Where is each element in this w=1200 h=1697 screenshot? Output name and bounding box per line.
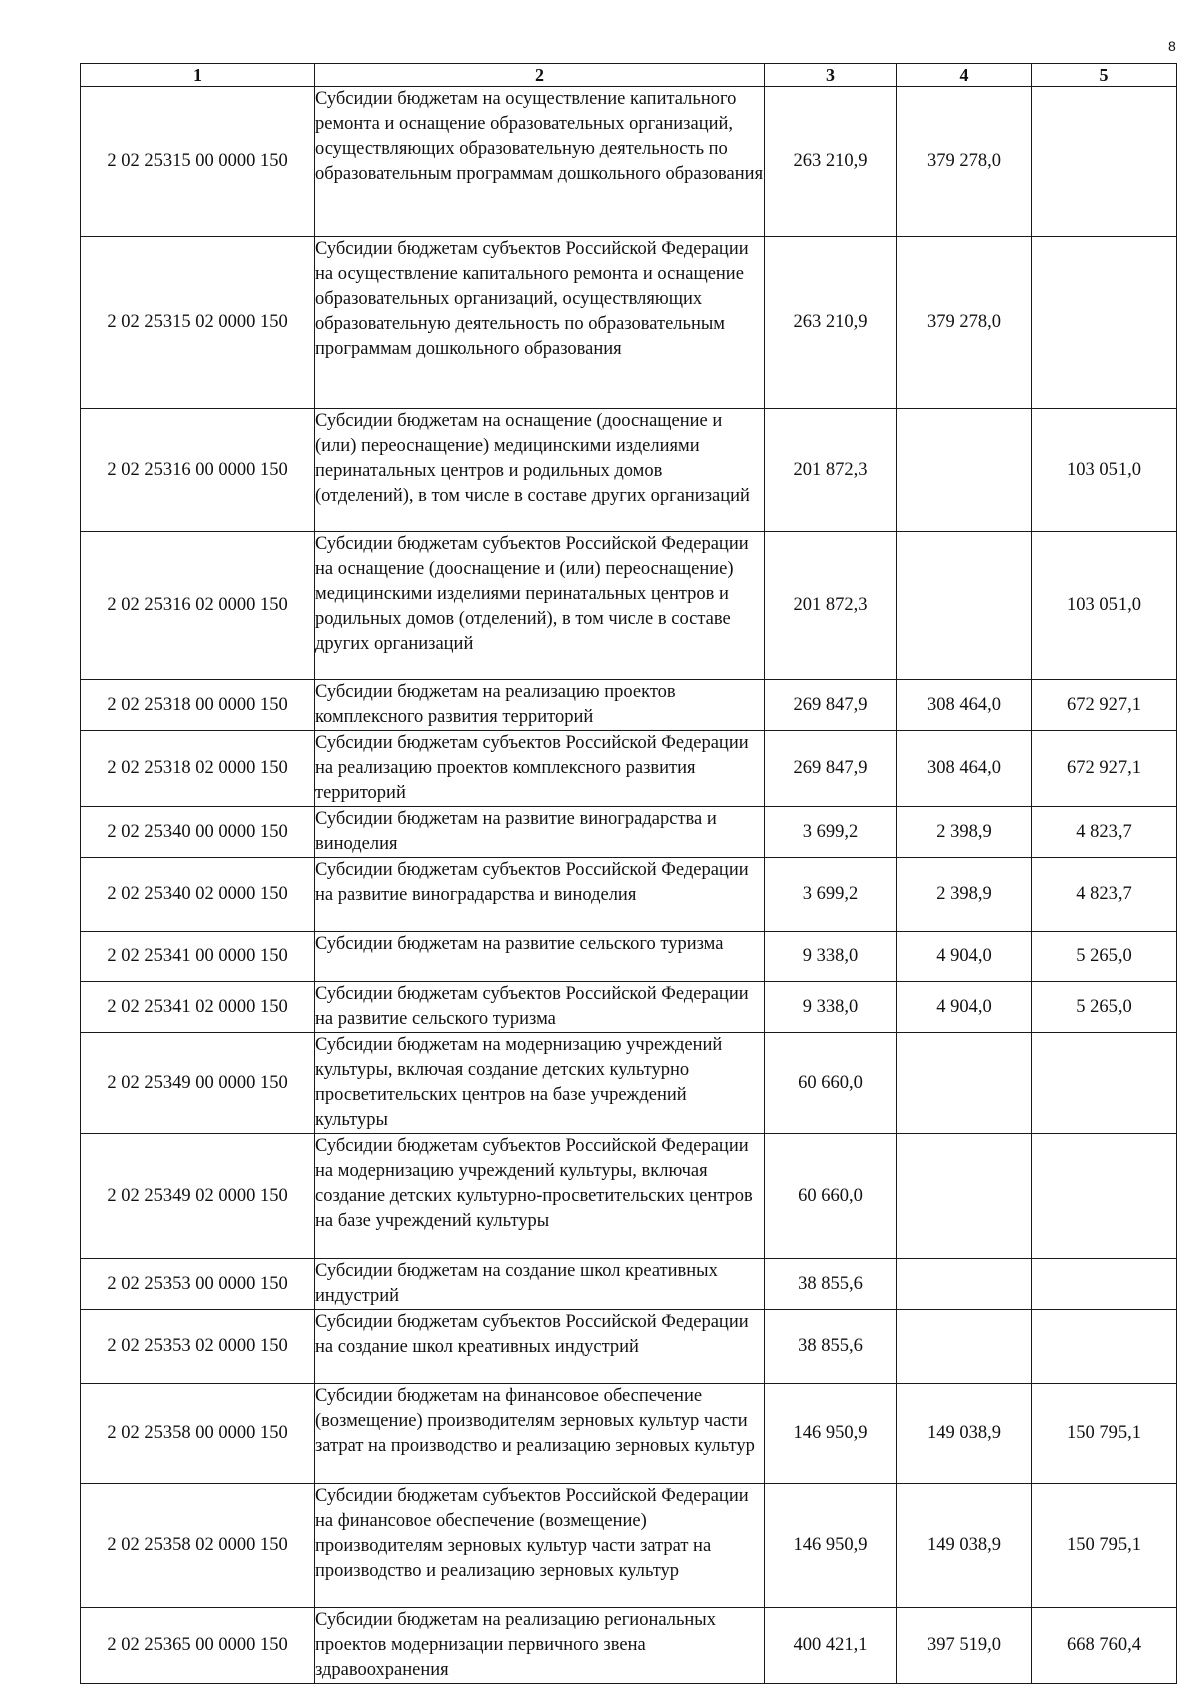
value-col3: 400 421,1 (765, 1608, 897, 1684)
value-col5: 5 265,0 (1032, 932, 1177, 982)
value-col4: 379 278,0 (897, 87, 1032, 237)
value-col4: 308 464,0 (897, 680, 1032, 731)
value-col5 (1032, 1310, 1177, 1384)
column-header-2: 2 (315, 64, 765, 87)
description: Субсидии бюджетам на модернизацию учреждений культуры, включая создание детских культурно просветительских центров на базе учреждений культуры (315, 1033, 765, 1134)
value-col3: 269 847,9 (765, 731, 897, 807)
value-col4: 379 278,0 (897, 237, 1032, 409)
description: Субсидии бюджетам на реализацию региональных проектов модернизации первичного звена здравоохранения (315, 1608, 765, 1684)
table-row (81, 409, 1177, 532)
table-row (81, 858, 1177, 932)
description: Субсидии бюджетам субъектов Российской Федерации на модернизацию учреждений культуры, включая создание детских культурно-просветительских центров на базе учреждений культуры (315, 1134, 765, 1259)
value-col5 (1032, 1033, 1177, 1134)
header-row (81, 64, 1177, 87)
column-header-4: 4 (897, 64, 1032, 87)
value-col3: 263 210,9 (765, 237, 897, 409)
budget-code: 2 02 25349 00 0000 150 (81, 1033, 315, 1134)
value-col5: 150 795,1 (1032, 1384, 1177, 1484)
value-col5 (1032, 87, 1177, 237)
description: Субсидии бюджетам на осуществление капитального ремонта и оснащение образовательных организаций, осуществляющих образовательную деятельность по образовательным программам дошкольного образования (315, 87, 765, 237)
description: Субсидии бюджетам субъектов Российской Федерации на осуществление капитального ремонта и оснащение образовательных организаций, осуществляющих образовательную деятельность по образовательным программам дошкольного образования (315, 237, 765, 409)
budget-code: 2 02 25316 00 0000 150 (81, 409, 315, 532)
budget-code: 2 02 25341 00 0000 150 (81, 932, 315, 982)
value-col5: 103 051,0 (1032, 409, 1177, 532)
description: Субсидии бюджетам субъектов Российской Федерации на создание школ креативных индустрий (315, 1310, 765, 1384)
value-col3: 38 855,6 (765, 1310, 897, 1384)
value-col5: 103 051,0 (1032, 532, 1177, 680)
description: Субсидии бюджетам на развитие сельского туризма (315, 932, 765, 982)
value-col5: 5 265,0 (1032, 982, 1177, 1033)
value-col3: 201 872,3 (765, 409, 897, 532)
value-col3: 146 950,9 (765, 1384, 897, 1484)
value-col4 (897, 1310, 1032, 1384)
table-row (81, 1608, 1177, 1684)
budget-code: 2 02 25358 02 0000 150 (81, 1484, 315, 1608)
column-header-3: 3 (765, 64, 897, 87)
description: Субсидии бюджетам на оснащение (дооснащение и (или) переоснащение) медицинскими изделиями перинатальных центров и родильных домов (отделений), в том числе в составе других организаций (315, 409, 765, 532)
value-col3: 3 699,2 (765, 807, 897, 858)
value-col5: 672 927,1 (1032, 680, 1177, 731)
table-row (81, 87, 1177, 237)
table-row (81, 237, 1177, 409)
value-col3: 60 660,0 (765, 1134, 897, 1259)
description: Субсидии бюджетам субъектов Российской Федерации на развитие сельского туризма (315, 982, 765, 1033)
value-col4: 4 904,0 (897, 982, 1032, 1033)
table-row (81, 982, 1177, 1033)
value-col5: 4 823,7 (1032, 858, 1177, 932)
table-row (81, 1310, 1177, 1384)
budget-code: 2 02 25341 02 0000 150 (81, 982, 315, 1033)
value-col5 (1032, 237, 1177, 409)
value-col4: 149 038,9 (897, 1384, 1032, 1484)
value-col3: 3 699,2 (765, 858, 897, 932)
table-row (81, 532, 1177, 680)
budget-code: 2 02 25318 02 0000 150 (81, 731, 315, 807)
description: Субсидии бюджетам субъектов Российской Федерации на реализацию проектов комплексного развития территорий (315, 731, 765, 807)
table-row (81, 1134, 1177, 1259)
description: Субсидии бюджетам на создание школ креативных индустрий (315, 1259, 765, 1310)
budget-code: 2 02 25365 00 0000 150 (81, 1608, 315, 1684)
value-col5 (1032, 1259, 1177, 1310)
value-col4 (897, 1033, 1032, 1134)
table-row (81, 1259, 1177, 1310)
value-col4: 397 519,0 (897, 1608, 1032, 1684)
table-row (81, 731, 1177, 807)
table-row (81, 1384, 1177, 1484)
value-col3: 60 660,0 (765, 1033, 897, 1134)
budget-table (80, 63, 1177, 1684)
value-col5: 4 823,7 (1032, 807, 1177, 858)
description: Субсидии бюджетам субъектов Российской Федерации на развитие виноградарства и виноделия (315, 858, 765, 932)
budget-code: 2 02 25318 00 0000 150 (81, 680, 315, 731)
value-col3: 263 210,9 (765, 87, 897, 237)
value-col4 (897, 1259, 1032, 1310)
value-col3: 146 950,9 (765, 1484, 897, 1608)
description: Субсидии бюджетам субъектов Российской Федерации на финансовое обеспечение (возмещение) производителям зерновых культур части затрат на производство и реализацию зерновых культур (315, 1484, 765, 1608)
value-col4 (897, 409, 1032, 532)
value-col5: 668 760,4 (1032, 1608, 1177, 1684)
table-row (81, 807, 1177, 858)
value-col3: 38 855,6 (765, 1259, 897, 1310)
value-col5: 150 795,1 (1032, 1484, 1177, 1608)
budget-code: 2 02 25358 00 0000 150 (81, 1384, 315, 1484)
value-col4: 308 464,0 (897, 731, 1032, 807)
budget-code: 2 02 25353 02 0000 150 (81, 1310, 315, 1384)
page-number: 8 (1168, 38, 1176, 54)
budget-code: 2 02 25316 02 0000 150 (81, 532, 315, 680)
budget-code: 2 02 25340 02 0000 150 (81, 858, 315, 932)
value-col5: 672 927,1 (1032, 731, 1177, 807)
value-col3: 201 872,3 (765, 532, 897, 680)
value-col4: 2 398,9 (897, 807, 1032, 858)
description: Субсидии бюджетам на реализацию проектов комплексного развития территорий (315, 680, 765, 731)
column-header-1: 1 (81, 64, 315, 87)
table-row (81, 1484, 1177, 1608)
table-row (81, 932, 1177, 982)
budget-code: 2 02 25340 00 0000 150 (81, 807, 315, 858)
value-col4 (897, 1134, 1032, 1259)
value-col3: 9 338,0 (765, 932, 897, 982)
table-row (81, 1033, 1177, 1134)
column-header-5: 5 (1032, 64, 1177, 87)
value-col5 (1032, 1134, 1177, 1259)
budget-code: 2 02 25315 00 0000 150 (81, 87, 315, 237)
budget-code: 2 02 25315 02 0000 150 (81, 237, 315, 409)
table-row (81, 680, 1177, 731)
value-col4: 2 398,9 (897, 858, 1032, 932)
description: Субсидии бюджетам на развитие виноградарства и виноделия (315, 807, 765, 858)
value-col4: 149 038,9 (897, 1484, 1032, 1608)
description: Субсидии бюджетам субъектов Российской Федерации на оснащение (дооснащение и (или) переоснащение) медицинскими изделиями перинатальных центров и родильных домов (отделений), в том числе в составе других организаций (315, 532, 765, 680)
budget-code: 2 02 25349 02 0000 150 (81, 1134, 315, 1259)
value-col4: 4 904,0 (897, 932, 1032, 982)
value-col3: 9 338,0 (765, 982, 897, 1033)
budget-code: 2 02 25353 00 0000 150 (81, 1259, 315, 1310)
description: Субсидии бюджетам на финансовое обеспечение (возмещение) производителям зерновых культур части затрат на производство и реализацию зерновых культур (315, 1384, 765, 1484)
value-col4 (897, 532, 1032, 680)
value-col3: 269 847,9 (765, 680, 897, 731)
